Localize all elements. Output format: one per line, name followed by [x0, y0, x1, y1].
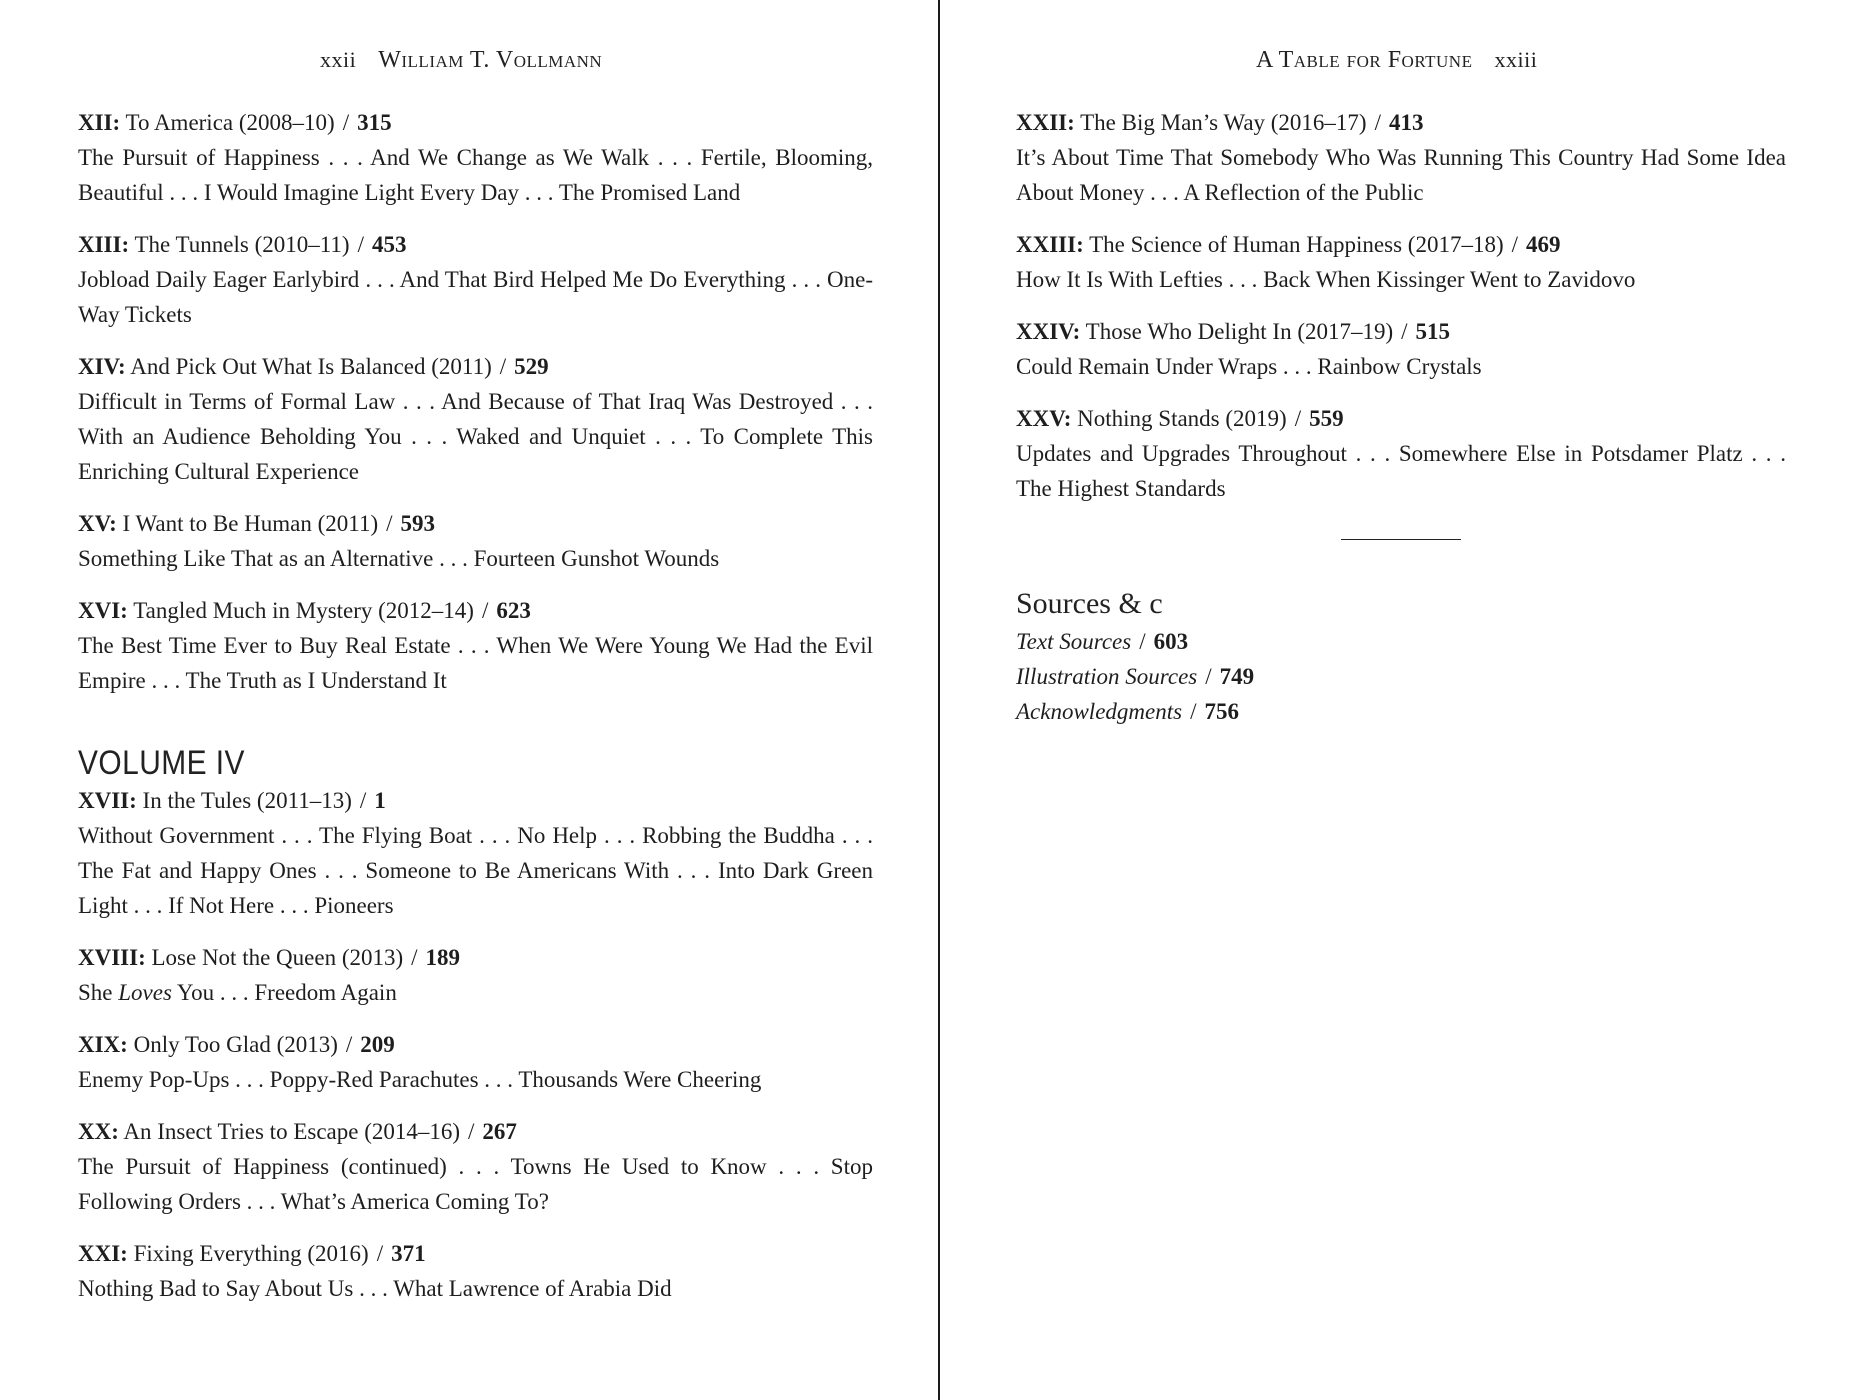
separator: /: [345, 1032, 353, 1057]
chapter-number: XVI:: [78, 598, 128, 623]
separator: /: [386, 511, 393, 536]
chapter-page: 189: [425, 945, 461, 970]
chapter-title: The Tunnels (2010–11): [134, 232, 350, 257]
chapter-number: XV:: [78, 511, 117, 536]
toc-entry: [1016, 227, 1786, 297]
chapter-number: XIX:: [78, 1032, 128, 1057]
sources-page: 603: [1153, 629, 1189, 654]
page-number: xxiii: [1494, 47, 1538, 72]
chapter-page: 593: [400, 511, 435, 536]
chapter-title: I Want to Be Human (2011): [122, 511, 379, 536]
description-text: You . . . Freedom Again: [171, 980, 397, 1005]
chapter-title: Nothing Stands (2019): [1077, 406, 1287, 431]
separator: /: [357, 232, 364, 257]
sources-item: [1016, 659, 1786, 694]
chapter-title: To America (2008–10): [125, 110, 335, 135]
chapter-page: 559: [1309, 406, 1344, 431]
chapter-page: 371: [391, 1241, 426, 1266]
separator: /: [1139, 629, 1146, 654]
separator: /: [481, 598, 489, 623]
page-number: xxii: [320, 47, 357, 72]
volume-heading: VOLUME IV: [78, 744, 245, 782]
chapter-number: XXI:: [78, 1241, 128, 1266]
running-title: William T. Vollmann: [378, 47, 603, 73]
sources-page: 756: [1204, 699, 1239, 724]
running-head-right: [1256, 47, 1537, 74]
toc-entry: [1016, 401, 1786, 506]
chapter-title: An Insect Tries to Escape (2014–16): [123, 1119, 461, 1144]
separator: /: [499, 354, 507, 379]
chapter-description: Jobload Daily Eager Earlybird . . . And That Bird Helped Me Do Everything . . . One-Way Tickets: [78, 267, 873, 327]
toc-entry: [78, 593, 873, 698]
chapter-description: Something Like That as an Alternative . . . Fourteen Gunshot Wounds: [78, 546, 720, 571]
sources-heading: Sources & c: [1016, 587, 1163, 620]
chapter-page: 209: [360, 1032, 395, 1057]
chapter-number: XXIV:: [1016, 319, 1081, 344]
chapter-number: XX:: [78, 1119, 119, 1144]
chapter-description: How It Is With Lefties . . . Back When Kissinger Went to Zavidovo: [1016, 267, 1636, 292]
chapter-title: Lose Not the Queen (2013): [151, 945, 404, 970]
page-gutter-divider: [938, 0, 940, 1400]
section-divider-rule: [1341, 539, 1461, 540]
chapter-title: Those Who Delight In (2017–19): [1085, 319, 1394, 344]
toc-entry: [78, 940, 873, 1010]
chapter-page: 315: [357, 110, 392, 135]
chapter-title: The Big Man’s Way (2016–17): [1080, 110, 1367, 135]
toc-entry: [78, 783, 873, 923]
running-title: A Table for Fortune: [1256, 47, 1473, 73]
chapter-description: Nothing Bad to Say About Us . . . What Lawrence of Arabia Did: [78, 1276, 672, 1301]
chapter-title: Only Too Glad (2013): [133, 1032, 338, 1057]
chapter-title: And Pick Out What Is Balanced (2011): [130, 354, 492, 379]
table-of-contents-left: [78, 105, 873, 1323]
chapter-page: 1: [374, 788, 386, 813]
chapter-page: 515: [1415, 319, 1451, 344]
chapter-description: It’s About Time That Somebody Who Was Running This Country Had Some Idea About Money . . . A Reflection of the Public: [1016, 145, 1786, 205]
chapter-page: 267: [482, 1119, 517, 1144]
chapter-page: 529: [514, 354, 549, 379]
chapter-number: XII:: [78, 110, 121, 135]
toc-entry: [1016, 105, 1786, 210]
right-page: [941, 0, 1866, 1400]
separator: /: [1190, 699, 1197, 724]
separator: /: [1205, 664, 1212, 689]
chapter-description: Without Government . . . The Flying Boat . . . No Help . . . Robbing the Buddha . . . The Fat and Happy Ones . . . Someone to Be Americans With . . . Into Dark Green Light . . . If Not Here . . . Pioneers: [78, 823, 873, 918]
separator: /: [342, 110, 350, 135]
chapter-description: The Pursuit of Happiness . . . And We Change as We Walk . . . Fertile, Blooming, Beautiful . . . I Would Imagine Light Every Day . . . The Promised Land: [78, 145, 873, 205]
chapter-number: XXII:: [1016, 110, 1075, 135]
chapter-number: XXV:: [1016, 406, 1072, 431]
chapter-page: 413: [1388, 110, 1424, 135]
chapter-title: Tangled Much in Mystery (2012–14): [133, 598, 474, 623]
chapter-number: XVIII:: [78, 945, 146, 970]
chapter-page: 623: [496, 598, 531, 623]
chapter-description: The Best Time Ever to Buy Real Estate . . . When We Were Young We Had the Evil Empire . . . The Truth as I Understand It: [78, 633, 873, 693]
chapter-description: Difficult in Terms of Formal Law . . . And Because of That Iraq Was Destroyed . . . With an Audience Beholding You . . . Waked and Unquiet . . . To Complete This Enriching Cultural Experience: [78, 389, 873, 484]
sources-page: 749: [1219, 664, 1255, 689]
sources-item: [1016, 694, 1786, 729]
separator: /: [411, 945, 418, 970]
sources-label: Text Sources: [1016, 629, 1132, 654]
chapter-description: [78, 975, 873, 1010]
description-text: She: [78, 980, 119, 1005]
chapter-number: XVII:: [78, 788, 137, 813]
separator: /: [359, 788, 367, 813]
chapter-title: The Science of Human Happiness (2017–18): [1089, 232, 1504, 257]
toc-entry: [78, 227, 873, 332]
sources-label: Acknowledgments: [1016, 699, 1183, 724]
chapter-number: XIV:: [78, 354, 126, 379]
chapter-page: 453: [371, 232, 407, 257]
toc-entry: [78, 1114, 873, 1219]
chapter-description: Could Remain Under Wraps . . . Rainbow Crystals: [1016, 354, 1482, 379]
separator: /: [1401, 319, 1408, 344]
separator: /: [1374, 110, 1381, 135]
toc-entry: [78, 506, 873, 576]
separator: /: [468, 1119, 475, 1144]
chapter-page: 469: [1526, 232, 1561, 257]
separator: /: [376, 1241, 384, 1266]
chapter-number: XIII:: [78, 232, 130, 257]
toc-entry: [78, 1236, 873, 1306]
sources-label: Illustration Sources: [1016, 664, 1198, 689]
chapter-title: In the Tules (2011–13): [142, 788, 352, 813]
toc-entry: [78, 105, 873, 210]
chapter-description: The Pursuit of Happiness (continued) . . . Towns He Used to Know . . . Stop Following Orders . . . What’s America Coming To?: [78, 1154, 873, 1214]
chapter-title: Fixing Everything (2016): [133, 1241, 369, 1266]
toc-entry: [78, 349, 873, 489]
toc-entry: [1016, 314, 1786, 384]
toc-entry: [78, 1027, 873, 1097]
running-head-left: [320, 47, 602, 74]
chapter-number: XXIII:: [1016, 232, 1084, 257]
sources-item: [1016, 624, 1786, 659]
chapter-description: Enemy Pop-Ups . . . Poppy-Red Parachutes . . . Thousands Were Cheering: [78, 1067, 762, 1092]
emphasis-text: Loves: [118, 980, 172, 1005]
table-of-contents-right: [1016, 105, 1786, 729]
chapter-description: Updates and Upgrades Throughout . . . Somewhere Else in Potsdamer Platz . . . The Highest Standards: [1016, 441, 1786, 501]
separator: /: [1511, 232, 1518, 257]
separator: /: [1294, 406, 1302, 431]
